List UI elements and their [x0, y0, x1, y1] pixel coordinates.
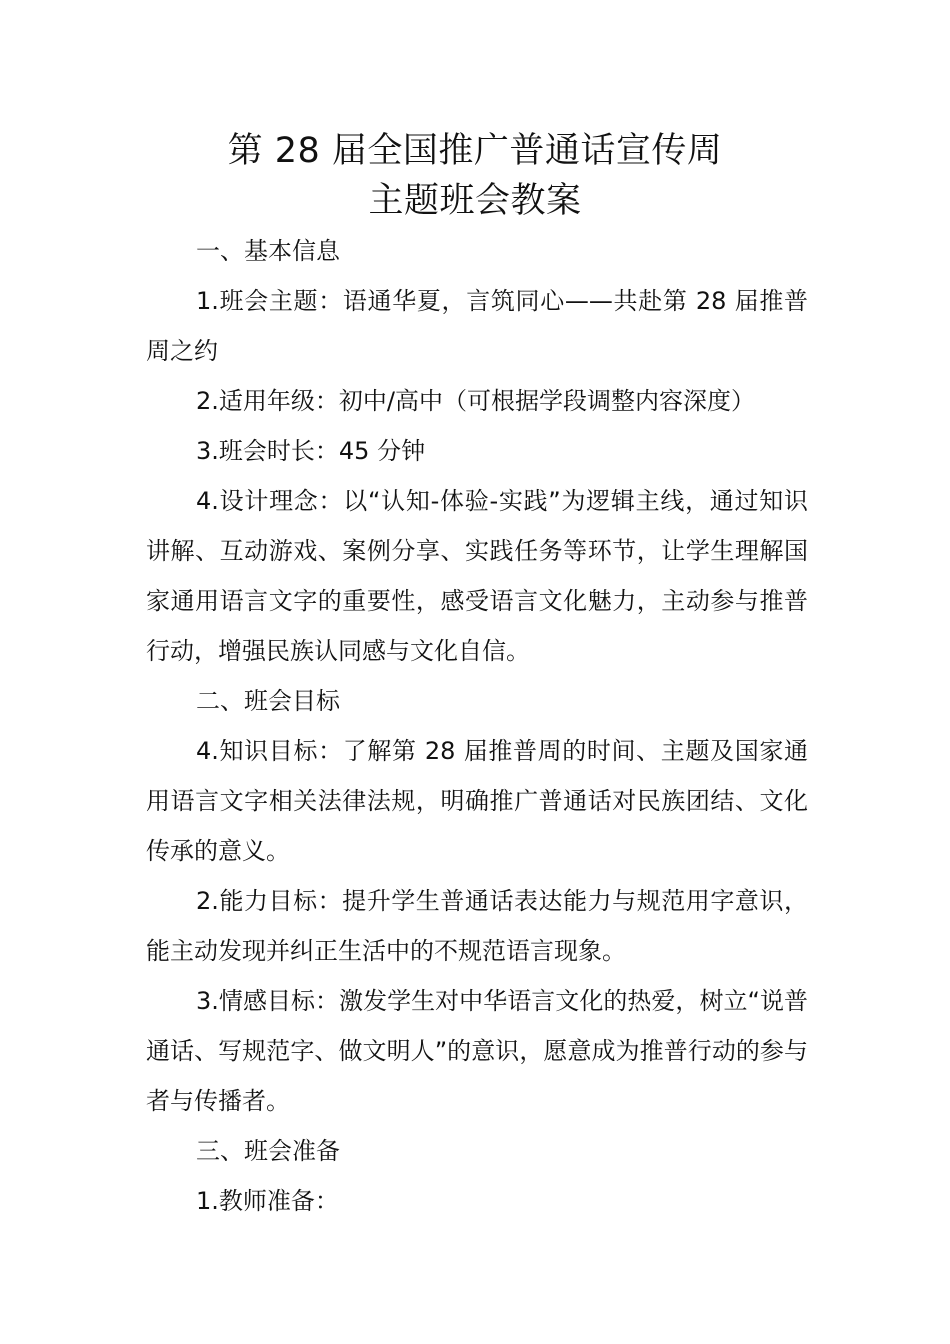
document-body: [146, 226, 808, 1226]
section-heading-preparation: 三、班会准备: [196, 1137, 340, 1165]
title-line-2: 主题班会教案: [368, 181, 582, 221]
paragraph-duration: 3.班会时长：45 分钟: [196, 437, 426, 465]
paragraph-class-theme: 1.班会主题：语通华夏，言筑同心——共赴第 28 届推普周之约: [146, 287, 808, 365]
title-line-1: 第 28 届全国推广普通话宣传周: [227, 131, 723, 171]
paragraph-knowledge-goal: 4.知识目标：了解第 28 届推普周的时间、主题及国家通用语言文字相关法律法规，明确推广普通话对民族团结、文化传承的意义。: [146, 737, 808, 865]
document-title: [0, 126, 950, 226]
paragraph-teacher-preparation: 1.教师准备：: [196, 1187, 339, 1215]
paragraph-design-concept: 4.设计理念：以“认知-体验-实践”为逻辑主线，通过知识讲解、互动游戏、案例分享、实践任务等环节，让学生理解国家通用语言文字的重要性，感受语言文化魅力，主动参与推普行动，增强民族认同感与文化自信。: [146, 487, 808, 665]
paragraph-emotion-goal: 3.情感目标：激发学生对中华语言文化的热爱，树立“说普通话、写规范字、做文明人”的意识，愿意成为推普行动的参与者与传播者。: [146, 987, 808, 1115]
paragraph-grade: 2.适用年级：初中/高中（可根据学段调整内容深度）: [196, 387, 755, 415]
section-heading-basic-info: 一、基本信息: [196, 237, 340, 265]
paragraph-ability-goal: 2.能力目标：提升学生普通话表达能力与规范用字意识，能主动发现并纠正生活中的不规范语言现象。: [146, 887, 808, 965]
section-heading-goals: 二、班会目标: [196, 687, 340, 715]
